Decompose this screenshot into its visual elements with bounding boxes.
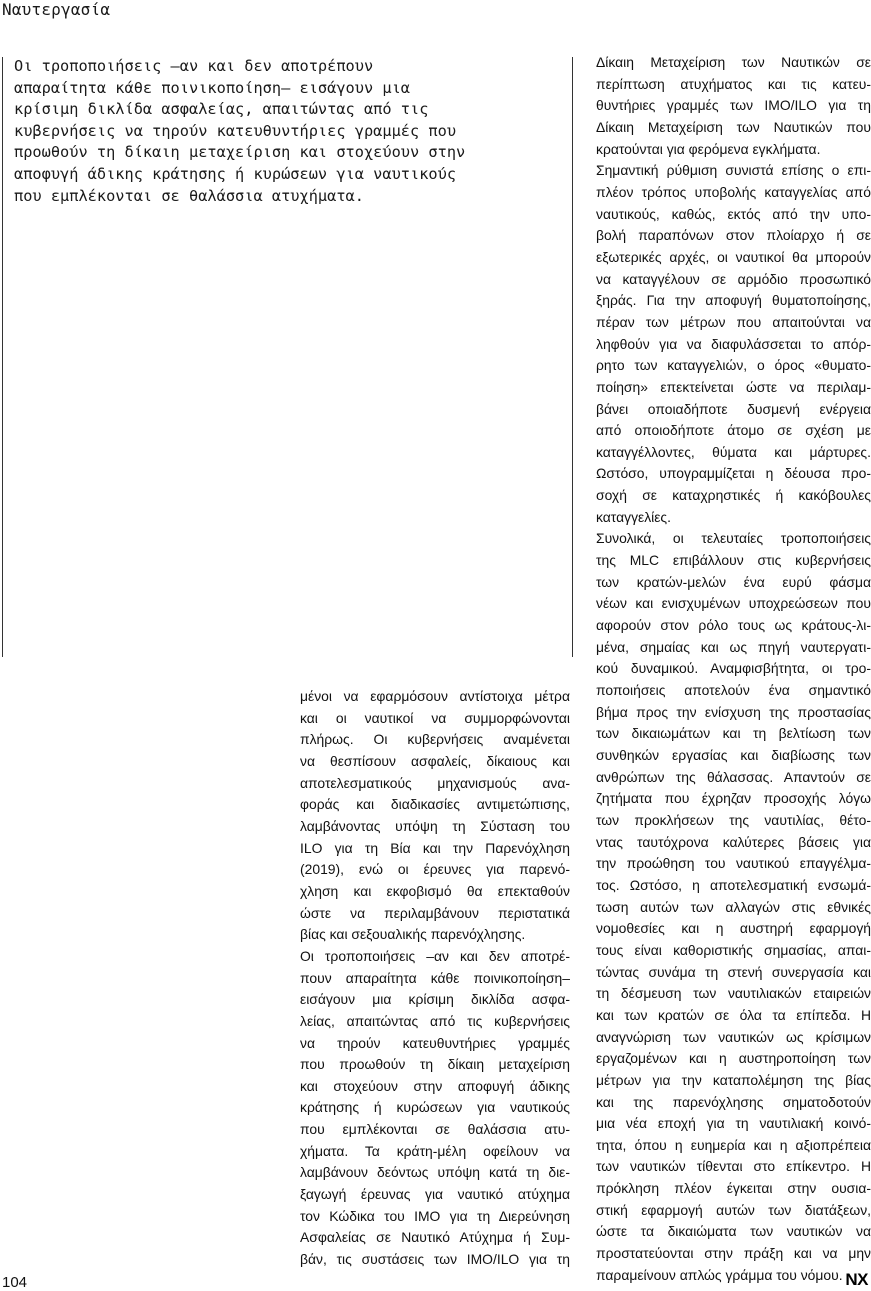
text-line: ναυτικούς, καθώς, εκτός από την υπο- [596,205,871,222]
text-line: ξηράς. Για την αποφυγή θυματοποίησης, [596,292,871,309]
text-line: συνθηκών εργασίας και διαβίωσης των [596,747,871,763]
pullquote [14,56,564,207]
text-line: να καταγγέλουν σε αρμόδιο προσωπικό [596,270,871,287]
text-line: πλέον τρόπος υποβολής καταγγελίας από [596,183,871,200]
text-line: Οι τροποποιήσεις –αν και δεν αποτρέπουν [14,57,374,75]
text-line: Ωστόσο, υπογραμμίζεται η δέουσα προ- [596,465,871,482]
text-line: θυντήριες γραμμές των IMO/ILO για τη [596,97,871,114]
section-label: Ναυτεργασία [2,0,111,19]
text-line: και της παρενόχλησης σηματοδοτούν [596,1093,871,1110]
text-line: βίας και σεξουαλικής παρενόχλησης. [300,926,526,943]
text-line: στική εφαρμογή αυτών των διατάξεων, [596,1201,871,1218]
text-line: των ναυτικών τίθενται στο επίκεντρο. Η [596,1158,871,1175]
text-line: μια νέα εποχή για τη ναυτιλιακή κοινό- [596,1115,871,1132]
text-line: τώντας συνάμα τη στενή συνεργασία και [596,963,871,980]
text-line: λείας, απαιτώντας από τις κυβερνήσεις [300,1012,570,1029]
text-line: να τηρούν κατευθυντήριες γραμμές [300,1034,570,1051]
text-line: εισάγουν μια κρίσιμη δικλίδα ασφα- [300,991,570,1008]
text-line: αφορούν στον ρόλο τους ως κράτους-λι- [596,617,871,634]
text-line: ILO για τη Βία και την Παρενόχληση [300,839,570,856]
text-line: λαμβάνοντας υπόψη τη Σύσταση του [300,817,570,834]
text-line: βολή παραπόνων στον πλοίαρχο ή σε [596,227,871,244]
text-line: βάν, τις συστάσεις των IMO/ILO για τη [300,1251,570,1268]
text-line: φοράς και διαδικασίες αντιμετώπισης, [300,796,570,813]
text-line: κρατούνται για φερόμενα εγκλήματα. [596,140,821,157]
text-line: βήμα προς την ενίσχυση της προστασίας [596,703,871,720]
text-line: ώστε να περιλαμβάνουν περιστατικά [300,904,570,921]
text-line: την προώθηση του ναυτικού επαγγέλμα- [596,855,871,872]
text-line: απαραίτητα κάθε ποινικοποίηση– εισάγουν μια [14,78,411,97]
text-line: τους είναι καθοριστικής σημασίας, απαι- [596,941,871,958]
text-line: (2019), ενώ οι έρευνες για παρενό- [300,861,570,878]
text-line: λαμβάνουν δεόντως υπόψη κατά τη διε- [300,1164,570,1181]
text-line: ληφθούν για να διαφυλάσσεται το απόρ- [596,335,871,352]
text-line: Σημαντική ρύθμιση συνιστά επίσης ο επι- [596,162,871,179]
body-column-middle [300,686,570,1271]
text-line: μέτρων για την καταπολέμηση της βίας [596,1071,871,1088]
text-line: και οι ναυτικοί να συμμορφώνονται [300,709,570,726]
text-line: μένα, σημαίας και ως πηγή ναυτεργατι- [596,638,871,655]
text-line: πρόκληση πλέον έγκειται στην ουσια- [596,1180,871,1197]
text-line: και στοχεύουν στην αποφυγή άδικης [300,1077,570,1094]
text-line: ποποιήσεις αποτελούν ένα σημαντικό [596,682,871,699]
text-line: εξωτερικές αρχές, οι ναυτικοί θα μπορούν [596,248,871,265]
body-column-right [596,52,871,1286]
text-line: ξαγωγή έρευνας για ναυτικό ατύχημα [300,1186,570,1203]
text-line: νέων και ενισχυμένων υποχρεώσεων που [596,595,871,612]
text-line: κυβερνήσεις να τηρούν κατευθυντήριες γραμμές που [14,121,457,140]
text-line: των δικαιωμάτων και τη βελτίωση των [596,725,871,742]
magazine-logo: NX [845,1270,868,1289]
text-line: τητα, όπου η ευημερία και η αξιοπρέπεια [596,1136,871,1153]
text-line: Δίκαιη Μεταχείριση των Ναυτικών που [596,118,871,135]
text-line: που εμπλέκονται σε θαλάσσια ατυ- [300,1121,570,1138]
text-line: Δίκαιη Μεταχείριση των Ναυτικών σε [596,54,871,70]
text-line: ζητήματα που έχρηζαν προσοχής λόγω [596,790,871,807]
text-line: βάνει οποιαδήποτε δυσμενή ενέργεια [596,400,871,417]
text-line: Συνολικά, οι τελευταίες τροποποιήσεις [596,530,871,547]
text-line: περίπτωση ατυχήματος και τις κατευ- [596,75,871,92]
text-line: κράτησης ή κυρώσεων για ναυτικούς [300,1099,570,1116]
text-line: τος. Ωστόσο, η αποτελεσματική ενσωμά- [596,876,871,893]
text-line: που εμπλέκονται σε θαλάσσια ατυχήματα. [14,186,364,205]
text-line: καταγγελίες. [596,508,671,525]
text-line: που προωθούν τη δίκαιη μεταχείριση [300,1056,570,1073]
pullquote-left-rule [2,57,3,657]
text-line: και των κρατών σε όλα τα επίπεδα. Η [596,1006,871,1023]
text-line: Οι τροποποιήσεις –αν και δεν αποτρέ- [300,947,570,964]
column-divider-rule [572,57,573,657]
page-number: 104 [2,1274,28,1291]
text-line: να θεσπίσουν ασφαλείς, δίκαιους και [300,752,570,769]
text-line: τωση αυτών των αλλαγών στις εθνικές [596,898,871,915]
text-line: ώστε τα δικαιώματα των ναυτικών να [596,1223,871,1240]
text-line: κού δυναμικού. Αναμφισβήτητα, οι τρο- [596,660,871,677]
text-line: Ασφαλείας σε Ναυτικό Ατύχημα ή Συμ- [300,1229,570,1246]
text-line: από οποιοδήποτε άτομο σε σχέση με [596,422,871,439]
text-line: ντας ταυτόχρονα καλύτερες βάσεις για [596,833,871,850]
text-line: των προκλήσεων της ναυτιλίας, θέτο- [596,811,871,828]
text-line: αναγνώριση των ναυτικών ως κρίσιμων [596,1028,871,1045]
text-line: πλήρως. Οι κυβερνήσεις αναμένεται [300,731,570,748]
text-line: χήματα. Τα κράτη-μέλη οφείλουν να [300,1142,570,1159]
text-line: εργαζομένων και η αυστηροποίηση των [596,1050,871,1067]
text-line: τον Κώδικα του IMO για τη Διερεύνηση [300,1207,570,1224]
text-line: προωθούν τη δίκαιη μεταχείριση και στοχεύουν στην [14,143,466,162]
text-line: σοχή σε καταχρηστικές ή κακόβουλες [596,487,871,504]
text-line: νομοθεσίες και η αυστηρή εφαρμογή [596,920,871,937]
text-line: παραμείνουν απλώς γράμμα του νόμου. [596,1266,843,1283]
text-line: της MLC επιβάλλουν στις κυβερνήσεις [596,552,871,569]
text-line: τη δέσμευση των ναυτιλιακών εταιρειών [596,985,871,1002]
text-line: πουν απαραίτητα κάθε ποινικοποίηση– [300,969,570,986]
text-line: αποτελεσματικούς μηχανισμούς ανα- [300,774,570,791]
text-line: ανθρώπων της θάλασσας. Απαντούν σε [596,768,871,785]
text-line: καταγγέλλοντες, θύματα και μάρτυρες. [596,443,871,460]
text-line: προστατεύονται στην πράξη και να μην [596,1245,871,1262]
text-line: των κρατών-μελών ένα ευρύ φάσμα [596,573,871,590]
text-line: αποφυγή άδικης κράτησης ή κυρώσεων για ναυτικούς [14,164,457,183]
text-line: πέραν των μέτρων που απαιτούνται να [596,313,871,330]
text-line: κρίσιμη δικλίδα ασφαλείας, απαιτώντας από τις [14,100,429,119]
text-line: ρητο των καταγγελιών, ο όρος «θυματο- [596,357,871,374]
text-line: ποίηση» επεκτείνεται ώστε να περιλαμ- [596,378,871,395]
text-line: μένοι να εφαρμόσουν αντίστοιχα μέτρα [300,688,570,704]
text-line: χληση και εκφοβισμό θα επεκταθούν [300,882,570,899]
